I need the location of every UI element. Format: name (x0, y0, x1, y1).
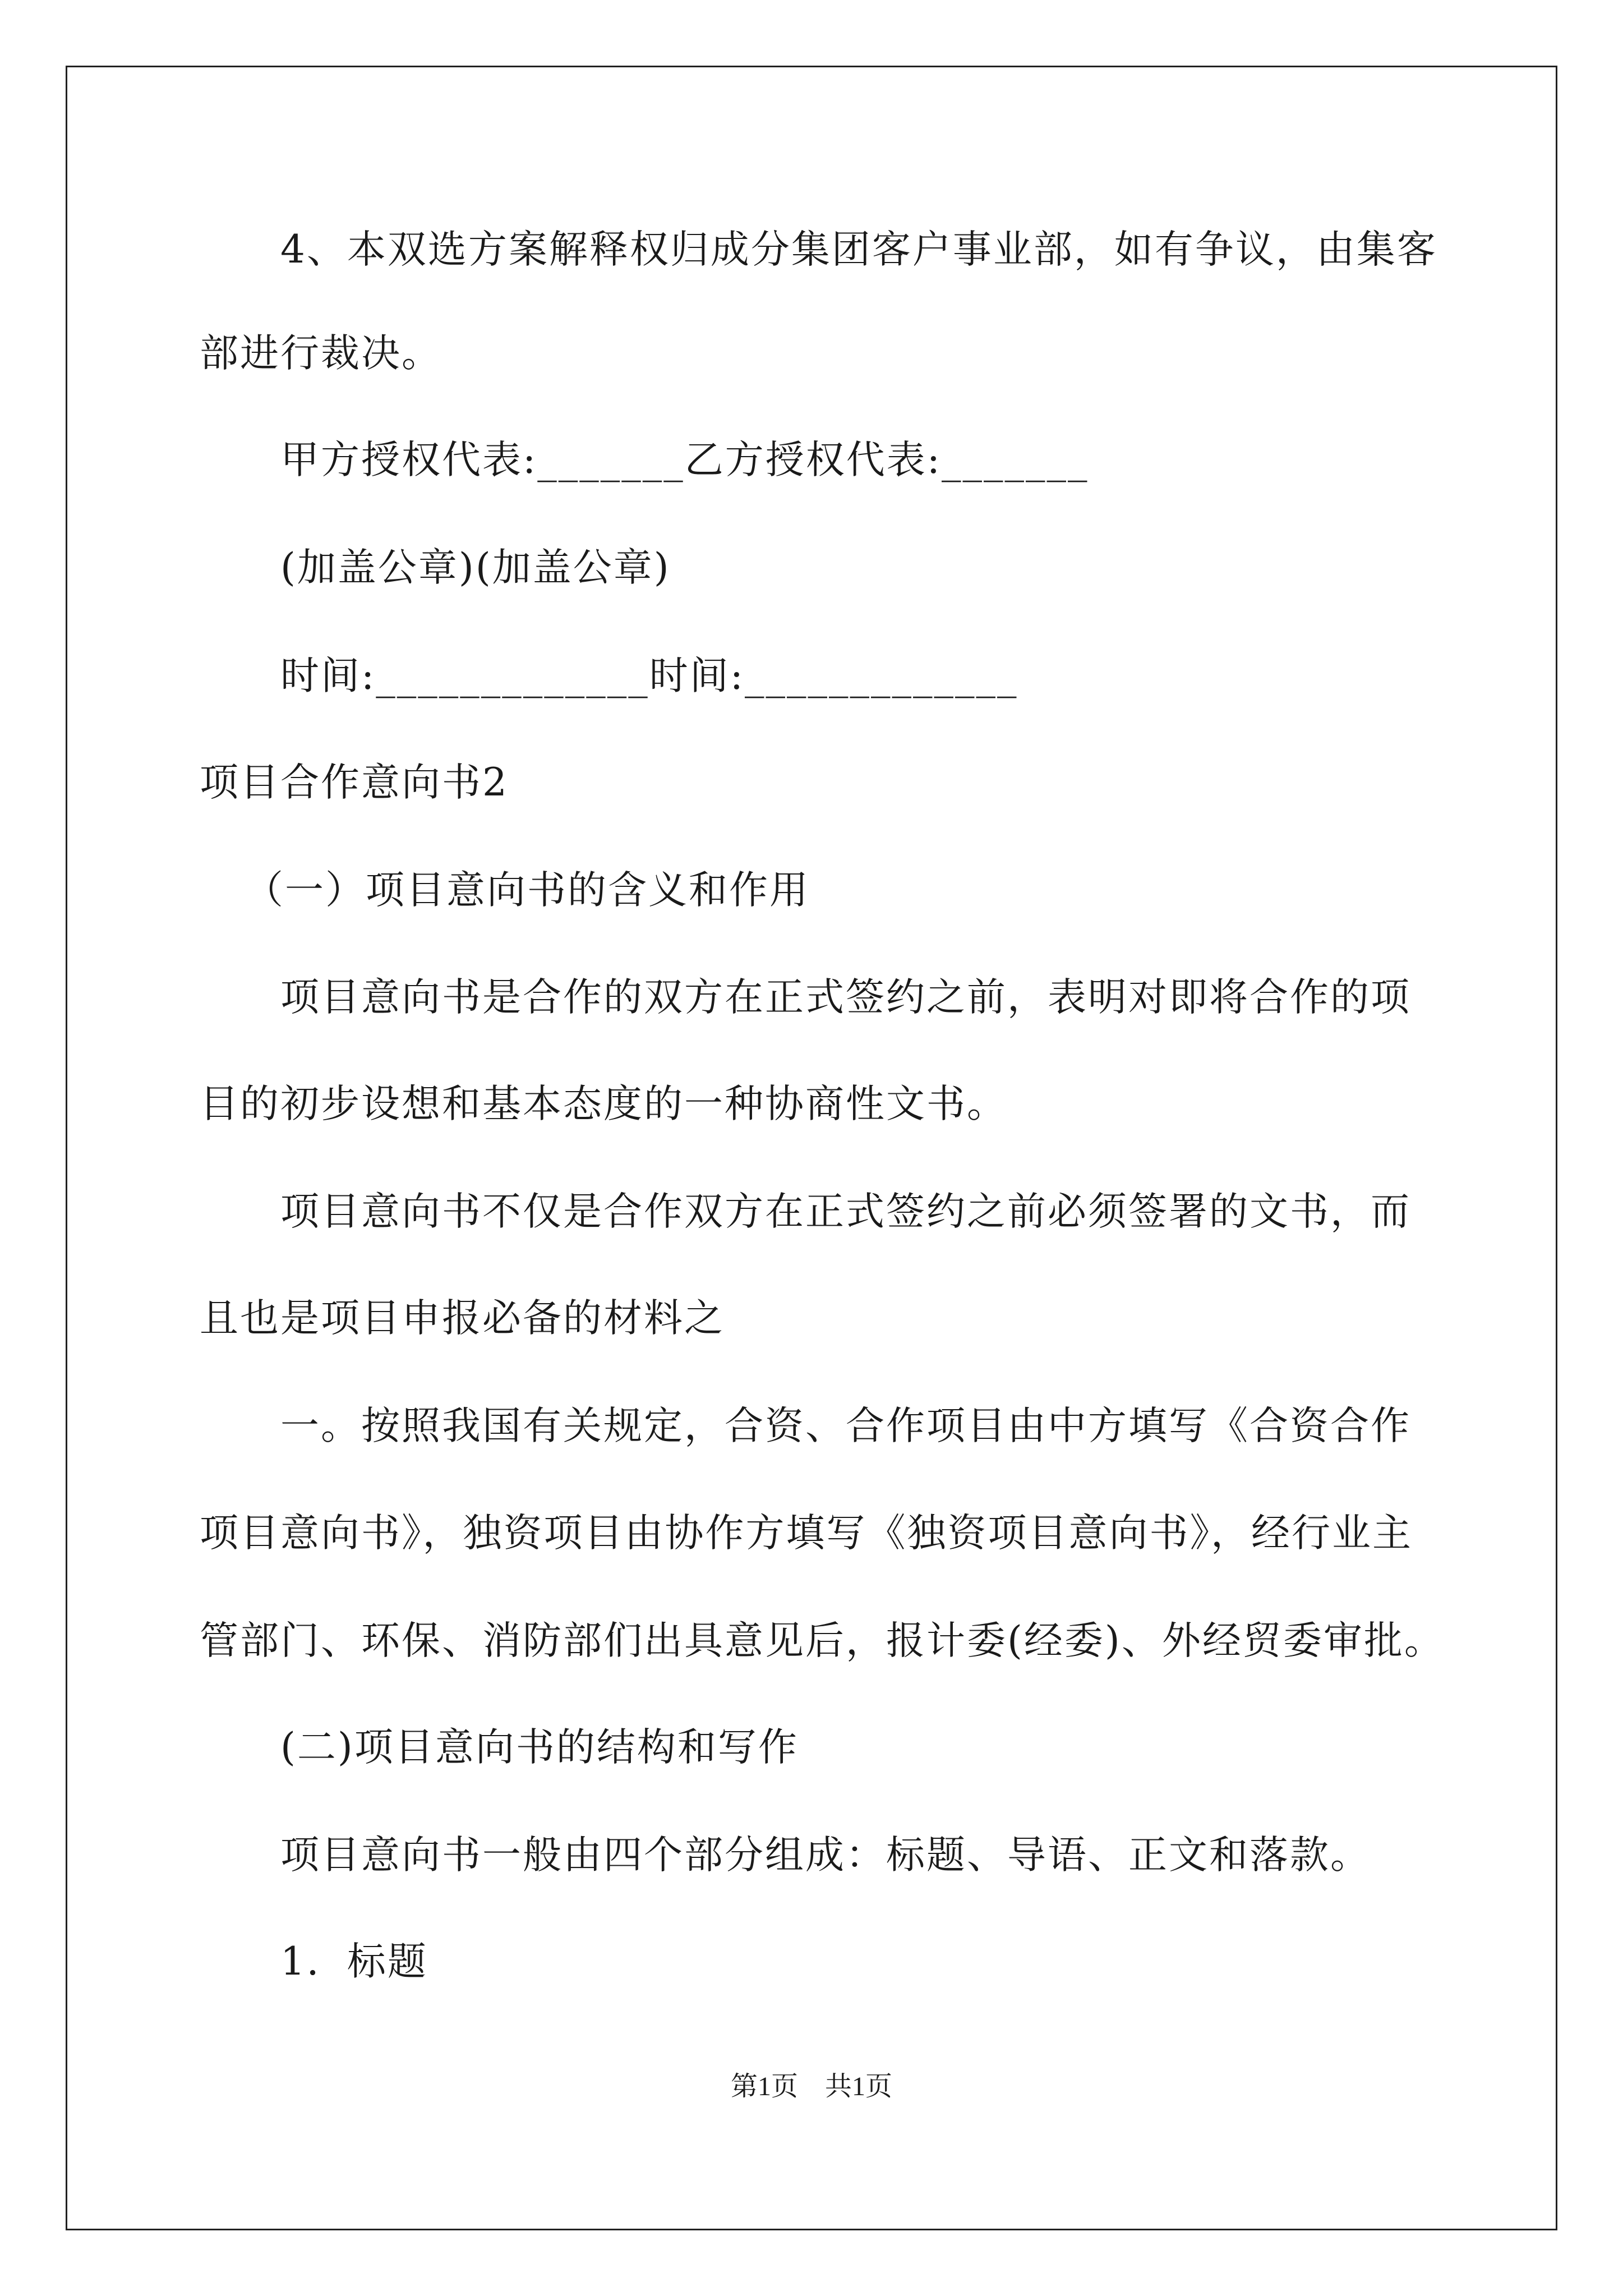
page-number-footer: 第1页 共1页 (730, 2072, 892, 2101)
seal-line: (加盖公章)(加盖公章) (280, 545, 671, 590)
paragraph-line-6: 且也是项目申报必备的材料之 (200, 1296, 725, 1341)
signature-representatives-line: 甲方授权代表:_______乙方授权代表:_______ (280, 438, 1089, 482)
page-border (66, 66, 1557, 2230)
paragraph-line-7: 一。按照我国有关规定，合资、合作项目由中方填写《合资合作 (280, 1404, 1411, 1448)
paragraph-line-2: 部进行裁决。 (200, 331, 442, 376)
paragraph-line-5: 项目意向书不仅是合作双方在正式签约之前必须签署的文书，而 (280, 1189, 1411, 1234)
subsection-heading-2: (二)项目意向书的结构和写作 (280, 1725, 799, 1770)
paragraph-line-4: 目的初步设想和基本态度的一种协商性文书。 (200, 1082, 1007, 1126)
paragraph-line-3: 项目意向书是合作的双方在正式签约之前，表明对即将合作的项 (280, 975, 1411, 1020)
paragraph-line-8: 项目意向书》，独资项目由协作方填写《独资项目意向书》，经行业主 (200, 1511, 1413, 1556)
subsection-heading-1: （一）项目意向书的含义和作用 (245, 868, 810, 913)
item-heading-title: 1．标题 (280, 1939, 428, 1984)
paragraph-line-10: 项目意向书一般由四个部分组成：标题、导语、正文和落款。 (280, 1833, 1371, 1878)
paragraph-line-9: 管部门、环保、消防部们出具意见后，报计委(经委)、外经贸委审批。 (200, 1618, 1445, 1663)
section-title: 项目合作意向书2 (200, 760, 509, 805)
paragraph-line-1: 4、本双选方案解释权归成分集团客户事业部，如有争议，由集客 (280, 227, 1437, 272)
signature-date-line: 时间:_____________时间:_____________ (280, 654, 1018, 698)
